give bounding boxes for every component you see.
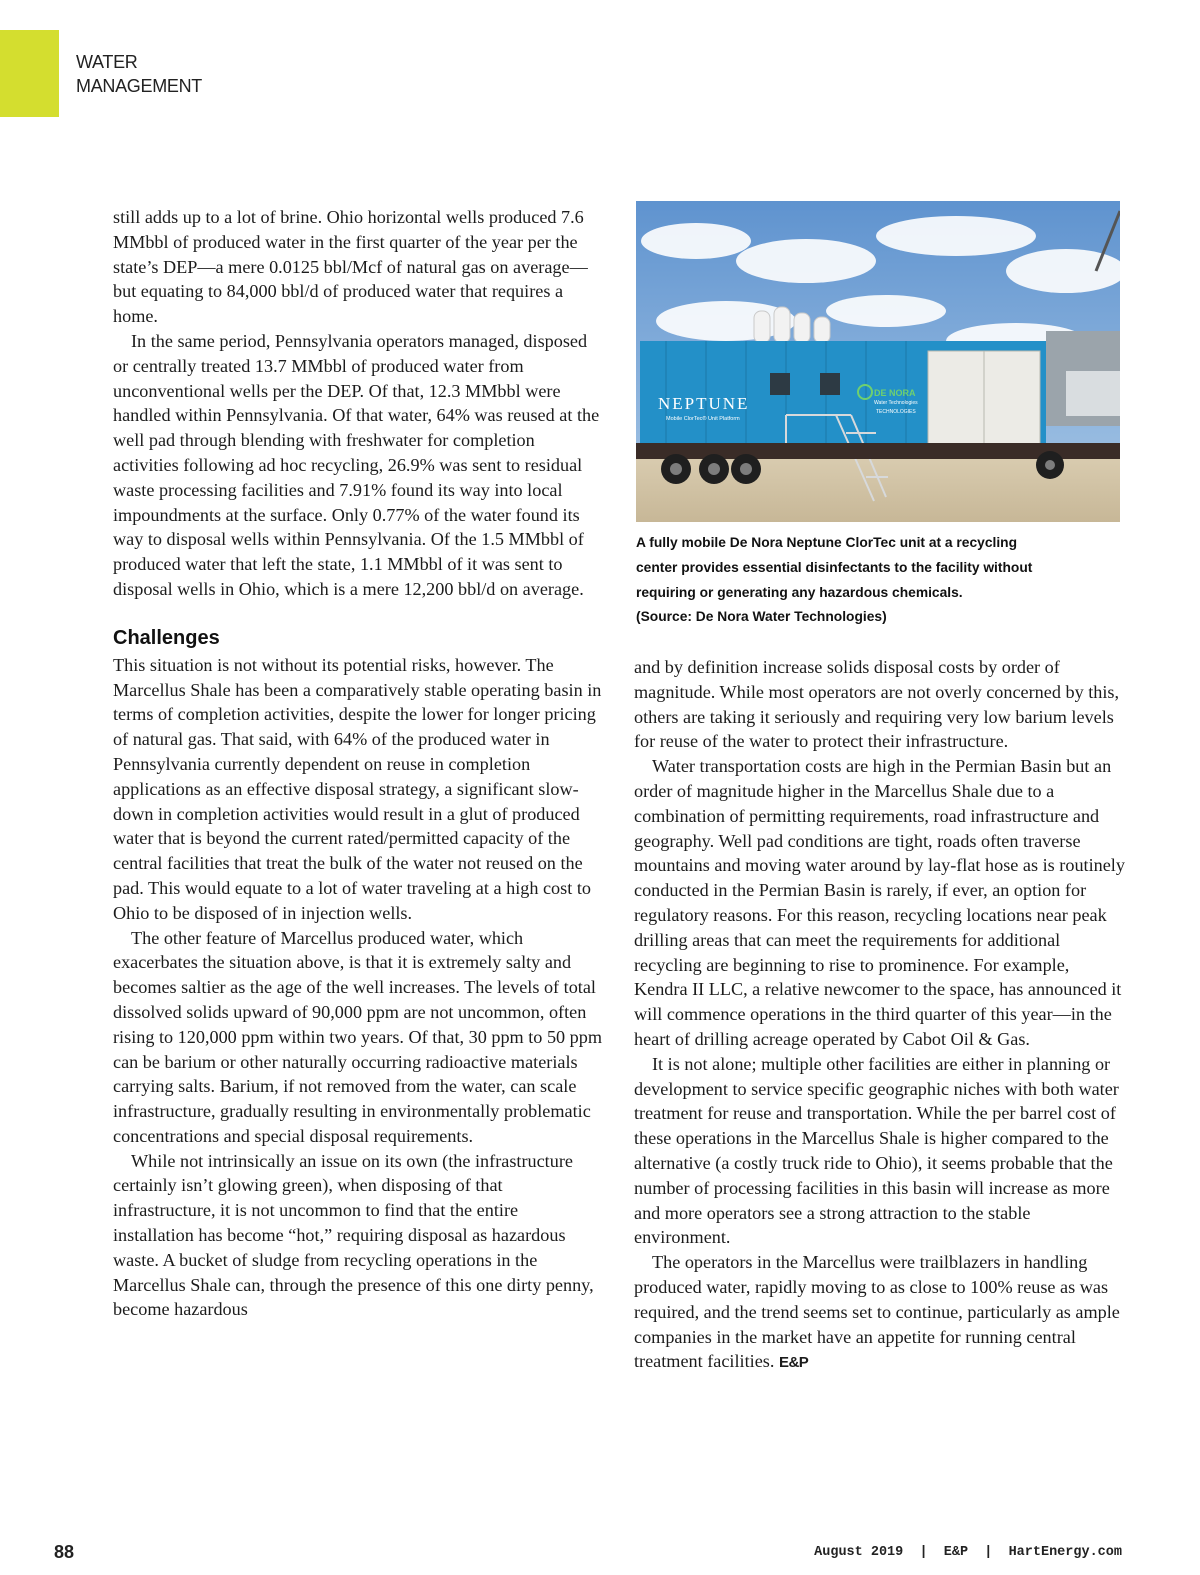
right-paragraph-4-text: The operators in the Marcellus were trailblazers in handling produced water, rapidly moving to as close to 100% reuse as was required, and the trend seems set to continue, particularly as ample companies in the market have an appetite for running central treatment facilities. bbox=[634, 1252, 1120, 1372]
section-label bbox=[76, 50, 202, 98]
footer-publication: August 2019 | E&P | HartEnergy.com bbox=[814, 1545, 1122, 1560]
caption-line-2: center provides essential disinfectants to the facility without bbox=[636, 559, 1033, 575]
left-paragraph-5: While not intrinsically an issue on its own (the infrastructure certainly isn’t glowing green), when disposing of that infrastructure, it is not uncommon to find that the entire installation has become “hot,” requiring disposal as hazardous waste. A bucket of sludge from recycling operations in the Marcellus Shale can, through the presence of this one dirty penny, become hazardous bbox=[113, 1150, 594, 1320]
container-brand-subtext: Water Technologies bbox=[874, 400, 918, 406]
right-paragraph-1: and by definition increase solids disposal costs by order of magnitude. While most operators are not overly concerned by this, others are taking it seriously and requiring very low barium levels for reuse of the water to protect their infrastructure. bbox=[634, 657, 1120, 752]
section-color-tab bbox=[0, 30, 59, 117]
section-label-line2: MANAGEMENT bbox=[76, 76, 203, 96]
container-brand-text: DE NORA bbox=[874, 388, 916, 398]
caption-line-3: requiring or generating any hazardous chemicals. bbox=[636, 584, 963, 600]
left-paragraph-1: still adds up to a lot of brine. Ohio horizontal wells produced 7.6 MMbbl of produced water in the first quarter of the year per the state’s DEP—a mere 0.0125 bbl/Mcf of natural gas on average—but equating to 84,000 bbl/d of produced water that requires a home. bbox=[113, 207, 588, 327]
left-paragraph-3: This situation is not without its potential risks, however. The Marcellus Shale has been a comparatively stable operating basin in terms of completion activities, despite the lower for longer pricing of natural gas. That said, with 64% of the produced water in Pennsylvania currently dependent on reuse in completion applications as an effective disposal strategy, a significant slow-down in completion activities would result in a glut of produced water that is beyond the current rated/permitted capacity of the central facilities that treat the bulk of the water not reused on the pad. This would equate to a lot of water traveling at a high cost to Ohio to be disposed of in injection wells. bbox=[113, 654, 602, 923]
right-paragraph-4 bbox=[634, 1250, 1126, 1376]
right-paragraph-2: Water transportation costs are high in the Permian Basin but an order of magnitude higher in the Marcellus Shale due to a combination of permitting requirements, road infrastructure and geography. Well pad conditions are tight, roads often traverse mountains and moving water around by lay-flat hose as is routinely conducted in the Permian Basin is rarely, if ever, an option for regulatory reasons. For this reason, recycling locations near peak drilling areas that can meet the requirements for additional recycling are beginning to rise to prominence. For example, Kendra II LLC, a relative newcomer to the space, has announced it will commence operations in the third quarter of this year—in the heart of drilling acreage operated by Cabot Oil & Gas. bbox=[634, 756, 1125, 1049]
left-paragraph-2: In the same period, Pennsylvania operators managed, disposed or centrally treated 13.7 MMbbl of produced water from unconventional wells per the DEP. Of that, 12.3 MMbbl were handled within Pennsylvania. Of that water, 64% was reused at the well pad through blending with freshwater for completion activities following ad hoc recycling, 26.9% was sent to residual waste processing facilities and 7.91% found its way into local impoundments at the surface. Only 0.77% of the water found its way to disposal wells within Pennsylvania. Of the 1.5 MMbbl of produced water that left the state, 1.1 MMbbl of it was sent to disposal wells in Ohio, which is a mere 12,200 bbl/d on average. bbox=[113, 330, 600, 599]
left-paragraph-4: The other feature of Marcellus produced water, which exacerbates the situation above, is that it is extremely salty and becomes saltier as the age of the well increases. The levels of total dissolved solids upward of 90,000 ppm are not uncommon, often rising to 120,000 ppm within two years. Of that, 30 ppm to 50 ppm can be barium or other naturally occurring radioactive materials carrying salts. Barium, if not removed from the water, can scale infrastructure, gradually resulting in environmentally problematic concentrations and special disposal requirements. bbox=[113, 927, 603, 1146]
container-neptune-subtext: Mobile ClorTec® Unit Platform bbox=[666, 416, 740, 422]
container-brand-subtext2: TECHNOLOGIES bbox=[876, 409, 916, 415]
caption-source: (Source: De Nora Water Technologies) bbox=[636, 609, 887, 625]
photo-caption bbox=[636, 531, 1126, 630]
section-label-line1: WATER bbox=[76, 52, 138, 72]
right-paragraph-3: It is not alone; multiple other facilities are either in planning or development to service specific geographic niches with both water treatment for reuse and transportation. While the per barrel cost of these operations in the Marcellus Shale is higher compared to the alternative (a costly truck ride to Ohio), it seems probable that the number of processing facilities in this basin will increase as more and more operators see a strong attraction to the stable environment. bbox=[634, 1053, 1119, 1248]
subhead-challenges: Challenges bbox=[113, 626, 220, 649]
right-column bbox=[634, 655, 1126, 1376]
caption-line-1: A fully mobile De Nora Neptune ClorTec unit at a recycling bbox=[636, 535, 1018, 550]
page-number: 88 bbox=[54, 1542, 75, 1562]
container-neptune-text: NEPTUNE bbox=[658, 394, 750, 413]
left-column bbox=[113, 205, 603, 1322]
article-photo bbox=[636, 201, 1120, 522]
ep-end-mark: E&P bbox=[778, 1354, 809, 1372]
